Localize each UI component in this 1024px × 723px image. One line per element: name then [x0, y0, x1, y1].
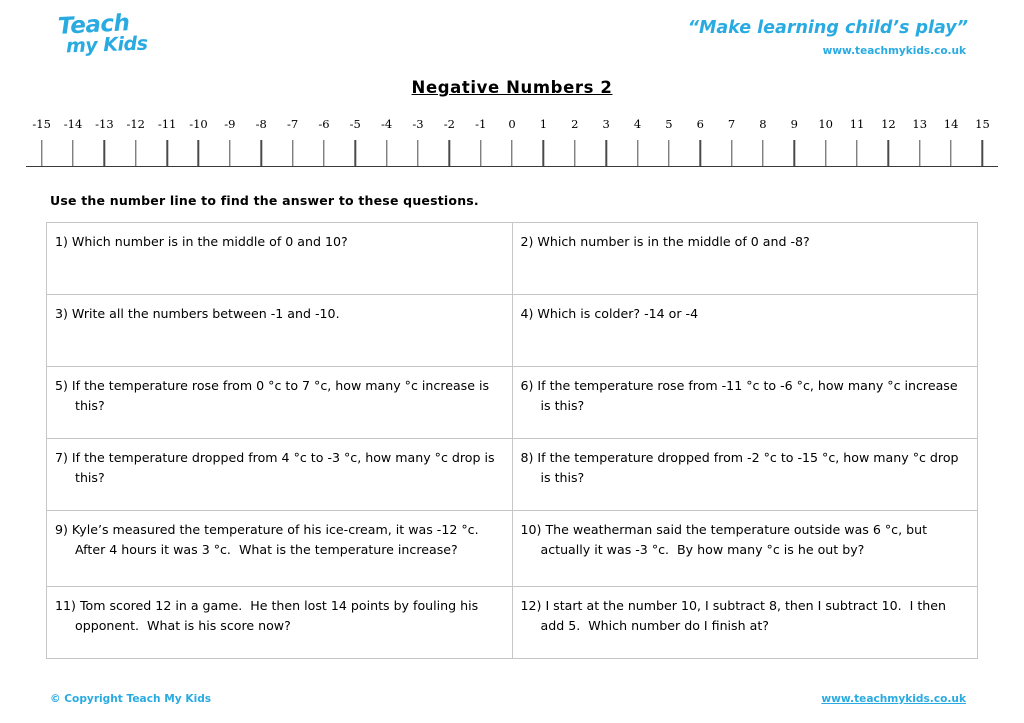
number-line-tick: [434, 137, 465, 166]
number-line-tick: [371, 137, 402, 166]
number-line-label: 6: [696, 117, 704, 131]
number-line-tick: [653, 137, 684, 166]
number-line-label: -11: [157, 117, 177, 131]
number-line-label: -12: [126, 117, 146, 131]
number-line-label: 7: [727, 117, 736, 131]
table-row: [47, 295, 978, 367]
number-line-label: 9: [790, 117, 798, 131]
question-text-5: 5) If the temperature rose from 0 °c to 7 °c, how many °c increase is this?: [55, 378, 494, 414]
worksheet-title: Negative Numbers 2: [411, 78, 613, 97]
number-line-tick: [340, 137, 371, 166]
number-line-tick: [402, 137, 433, 166]
logo-text-line2: my Kids: [65, 32, 148, 58]
number-line-label: -6: [318, 117, 330, 131]
number-line-label: -13: [95, 117, 114, 131]
number-line-label: -7: [286, 117, 299, 131]
number-line-label: 11: [849, 117, 865, 131]
number-line-tick: [26, 137, 57, 166]
table-row: [47, 367, 978, 439]
footer-copyright: © Copyright Teach My Kids: [50, 693, 212, 705]
number-line-label: 8: [759, 117, 767, 131]
number-line-tick: [841, 137, 872, 166]
number-line-tick: [904, 137, 935, 166]
number-line-tick: [277, 137, 308, 166]
number-line-tick: [873, 137, 904, 166]
table-row: [47, 223, 978, 295]
question-text-7: 7) If the temperature dropped from 4 °c to -3 °c, how many °c drop is this?: [55, 450, 499, 486]
number-line-tick: [810, 137, 841, 166]
question-cell-10[interactable]: [512, 511, 978, 587]
question-text-1: 1) Which number is in the middle of 0 and 10?: [55, 234, 348, 249]
question-text-4: 4) Which is colder? -14 or -4: [520, 306, 699, 321]
table-row: [47, 587, 978, 659]
number-line-label: 10: [818, 117, 833, 131]
question-cell-12[interactable]: [512, 587, 978, 659]
header-tagline: “Make learning child’s play”: [687, 18, 968, 38]
number-line-label: 15: [975, 117, 990, 131]
number-line-label: 0: [508, 117, 516, 131]
table-row: [47, 439, 978, 511]
question-cell-7[interactable]: [47, 439, 513, 511]
question-cell-8[interactable]: [512, 439, 978, 511]
number-line-tick: [747, 137, 778, 166]
question-cell-3[interactable]: [47, 295, 513, 367]
teach-my-kids-logo: [52, 12, 162, 60]
number-line-tick: [246, 137, 277, 166]
number-line-tick: [528, 137, 559, 166]
question-text-2: 2) Which number is in the middle of 0 and -8?: [520, 234, 810, 249]
number-line-label: -3: [412, 117, 424, 131]
number-line-label: -9: [224, 117, 236, 131]
number-line-tick: [151, 137, 182, 166]
number-line-tick: [716, 137, 747, 166]
number-line-tick: [935, 137, 966, 166]
number-line-label: 1: [539, 117, 548, 131]
number-line-tick: [465, 137, 496, 166]
questions-table: [46, 222, 978, 659]
page-footer: [0, 693, 1024, 705]
number-line-tick: [559, 137, 590, 166]
question-cell-11[interactable]: [47, 587, 513, 659]
instruction-text: Use the number line to find the answer to these questions.: [50, 193, 479, 208]
question-text-8: 8) If the temperature dropped from -2 °c to -15 °c, how many °c drop is this?: [520, 450, 963, 486]
question-cell-2[interactable]: [512, 223, 978, 295]
logo-text-line1: Teach: [57, 10, 130, 40]
number-line-tick: [183, 137, 214, 166]
question-cell-6[interactable]: [512, 367, 978, 439]
question-text-10: 10) The weatherman said the temperature outside was 6 °c, but actually it was -3 °c. By how many °c is he out by?: [520, 522, 932, 558]
number-line-axis: [26, 137, 998, 167]
number-line-label: -4: [381, 117, 393, 131]
table-row: [47, 511, 978, 587]
number-line-label: 3: [602, 117, 610, 131]
header-website-url: www.teachmykids.co.uk: [822, 45, 966, 57]
question-text-3: 3) Write all the numbers between -1 and -10.: [55, 306, 340, 321]
number-line-label: -2: [443, 117, 455, 131]
number-line-label: -8: [255, 117, 267, 131]
number-line-tick: [214, 137, 245, 166]
number-line-tick: [308, 137, 339, 166]
number-line-label: -15: [32, 117, 51, 131]
number-line-labels: [26, 117, 998, 131]
number-line-tick: [590, 137, 621, 166]
number-line-tick: [622, 137, 653, 166]
number-line-label: 5: [665, 117, 673, 131]
number-line-label: 2: [571, 117, 579, 131]
number-line-label: -10: [189, 117, 208, 131]
number-line-tick: [685, 137, 716, 166]
question-cell-9[interactable]: [47, 511, 513, 587]
question-text-12: 12) I start at the number 10, I subtract 8, then I subtract 10. I then add 5. Which number do I finish at?: [520, 598, 951, 634]
number-line-tick: [967, 137, 998, 166]
number-line-label: 13: [912, 117, 928, 131]
number-line-label: 12: [881, 117, 896, 131]
number-line-label: -5: [349, 117, 361, 131]
number-line-label: -14: [63, 117, 83, 131]
number-line-label: -1: [475, 117, 487, 131]
question-text-6: 6) If the temperature rose from -11 °c to -6 °c, how many °c increase is this?: [520, 378, 962, 414]
number-line: [0, 117, 1024, 167]
question-text-11: 11) Tom scored 12 in a game. He then lost 14 points by fouling his opponent. What is his score now?: [55, 598, 483, 634]
question-cell-5[interactable]: [47, 367, 513, 439]
question-cell-4[interactable]: [512, 295, 978, 367]
number-line-tick: [779, 137, 810, 166]
number-line-tick: [496, 137, 527, 166]
footer-website-link[interactable]: www.teachmykids.co.uk: [821, 693, 966, 705]
number-line-tick: [120, 137, 151, 166]
number-line-tick: [57, 137, 88, 166]
number-line-label: 14: [943, 117, 959, 131]
page-header: [0, 0, 1024, 66]
question-cell-1[interactable]: [47, 223, 513, 295]
number-line-label: 4: [633, 117, 642, 131]
question-text-9: 9) Kyle’s measured the temperature of his ice-cream, it was -12 °c. After 4 hours it was 3 °c. What is the temperature increase?: [55, 522, 487, 558]
number-line-tick: [89, 137, 120, 166]
